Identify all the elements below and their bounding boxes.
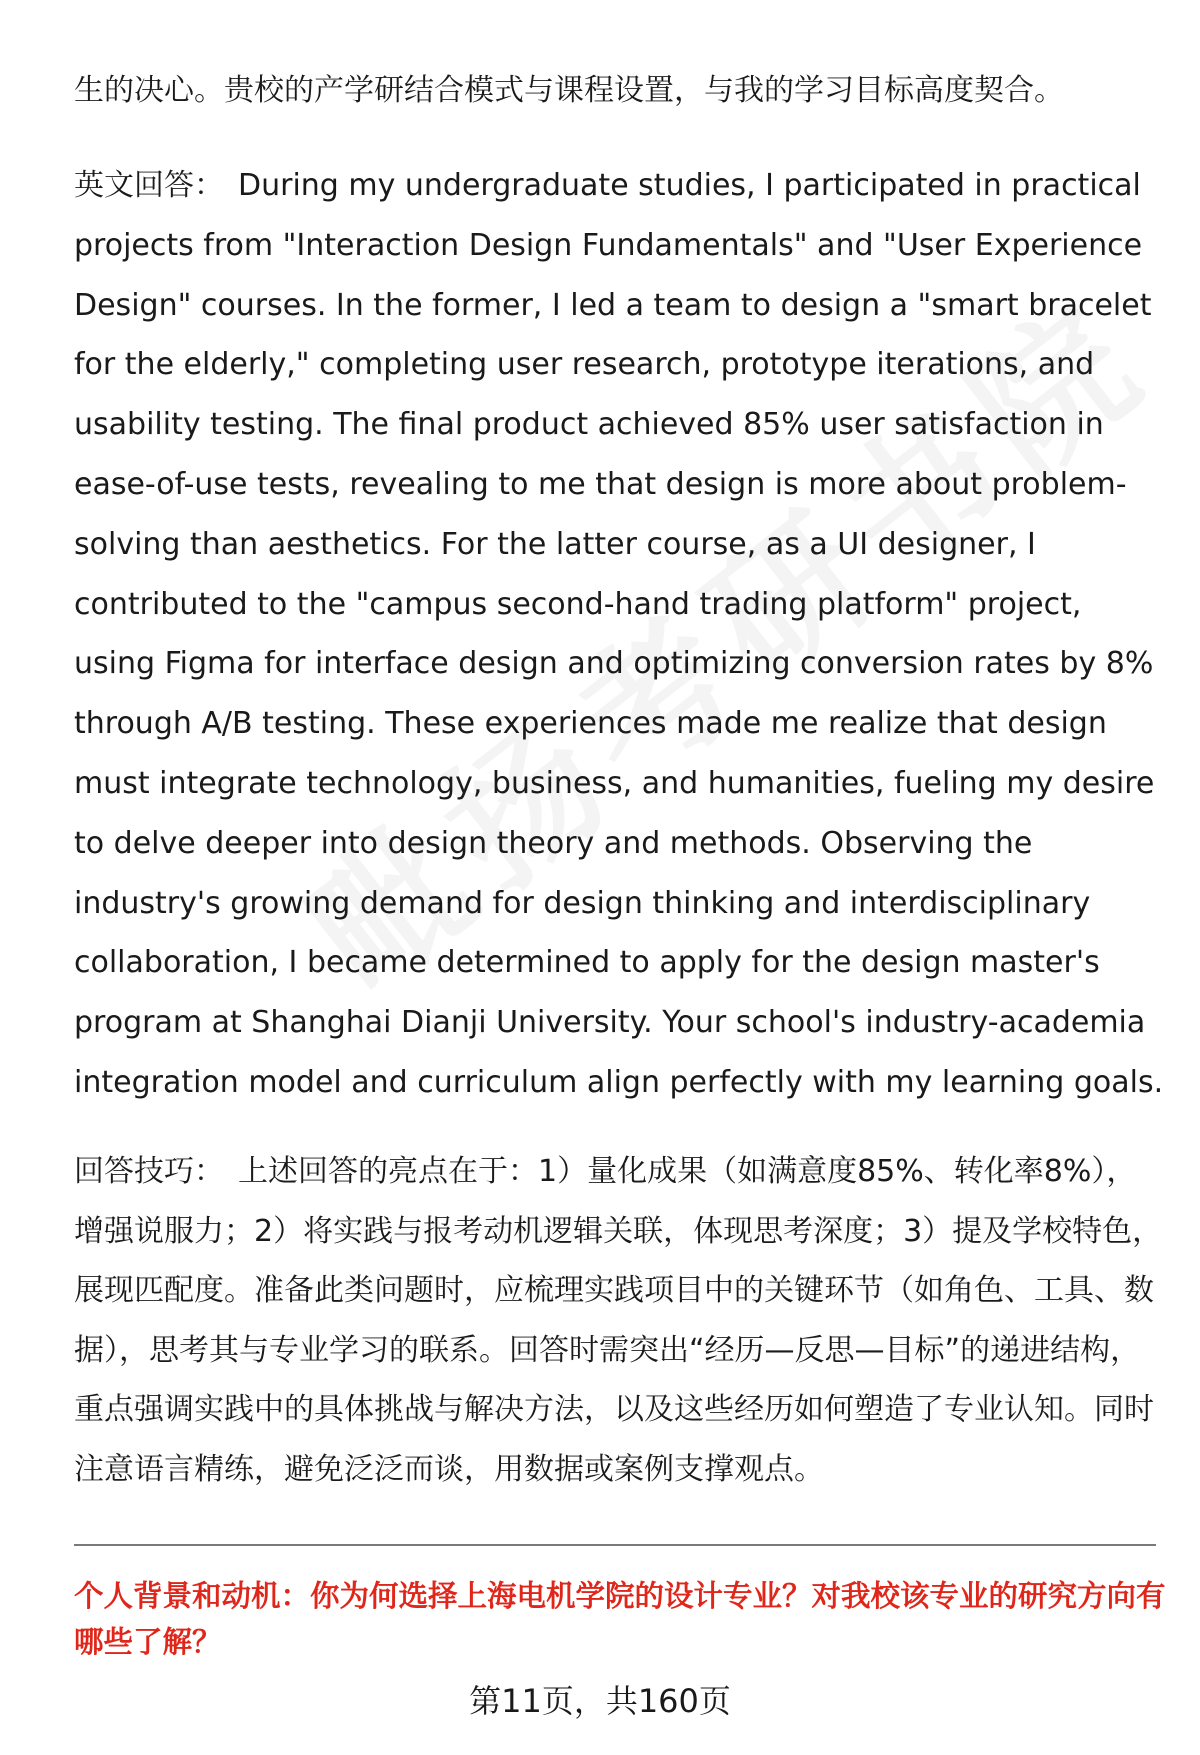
answer-tips-text: 上述回答的亮点在于：1）量化成果（如满意度85%、转化率8%），增强说服力；2）将实践与报考动机逻辑关联，体现思考深度；3）提及学校特色，展现匹配度。准备此类问题时，应梳理实践项目中的关键环节（如角色、工具、数据），思考其与专业学习的联系。回答时需突出“经历—反思—目标”的递进结构，重点强调实践中的具体挑战与解决方法，以及这些经历如何塑造了专业认知。同时注意语言精练，避免泛泛而谈，用数据或案例支撑观点。 (74, 1154, 1163, 1487)
next-question-heading: 个人背景和动机：你为何选择上海电机学院的设计专业？对我校该专业的研究方向有哪些了解？ (74, 1579, 1166, 1659)
answer-tips-label: 回答技巧： (74, 1154, 224, 1189)
section-divider (74, 1544, 1156, 1546)
english-answer-paragraph (74, 156, 1166, 1113)
english-answer-label: 英文回答： (74, 168, 224, 203)
answer-tips-paragraph (74, 1142, 1166, 1499)
page-number-footer: 第11页，共160页 (469, 1682, 731, 1720)
english-answer-text: During my undergraduate studies, I participated in practical projects from "Interaction Design Fundamentals" and "User Experience Design" courses. In the former, I led a team to design a "smart bracelet for the elderly," completing user research, prototype iterations, and usability testing. The final product achieved 85% user satisfaction in ease-of-use tests, revealing to me that design is more about problem-solving than aesthetics. For the latter course, as a UI designer, I contributed to the "campus second-hand trading platform" project, using Figma for interface design and optimizing conversion rates by 8% through A/B testing. These experiences made me realize that design must integrate technology, business, and humanities, fueling my desire to delve deeper into design theory and methods. Observing the industry's growing demand for design thinking and interdisciplinary collaboration, I became determined to apply for the design master's program at Shanghai Dianji University. Your school's industry-academia integration model and curriculum align perfectly with my learning goals. (74, 168, 1164, 1100)
intro-paragraph-tail: 生的决心。贵校的产学研结合模式与课程设置，与我的学习目标高度契合。 (74, 73, 1064, 108)
